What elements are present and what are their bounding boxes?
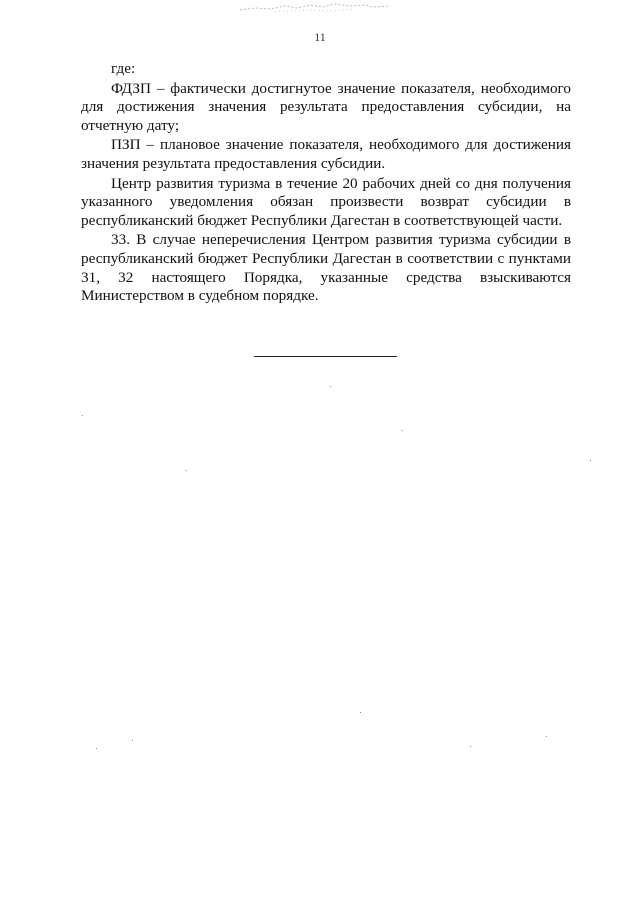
separator-line bbox=[254, 356, 397, 357]
scan-speck bbox=[360, 712, 361, 713]
paragraph-where: где: bbox=[111, 60, 136, 77]
paragraph-clause-33: 33. В случае неперечисления Центром развития туризма субсидии в республиканский бюджет Республики Дагестан в соответствии с пунктами 31, 32 настоящего Порядка, указанные средства взыскиваются Министерством в судебном порядке. bbox=[81, 231, 571, 305]
scan-artifact bbox=[235, 0, 395, 14]
scan-speck bbox=[590, 460, 591, 461]
page-number: 11 bbox=[314, 30, 326, 44]
scan-speck bbox=[470, 746, 471, 747]
paragraph-refund-obligation: Центр развития туризма в течение 20 рабочих дней со дня получения указанного уведомления обязан произвести возврат субсидии в республиканский бюджет Республики Дагестан в соответствующей части. bbox=[81, 174, 571, 229]
scan-speck bbox=[546, 736, 547, 737]
scan-speck bbox=[186, 470, 187, 471]
scan-speck bbox=[82, 415, 83, 416]
scan-speck bbox=[132, 740, 133, 741]
scan-speck bbox=[96, 748, 97, 749]
paragraph-pzp-definition: ПЗП – плановое значение показателя, необходимого для достижения значения результата предоставления субсидии. bbox=[81, 136, 571, 172]
scan-speck bbox=[330, 386, 331, 387]
body-text bbox=[81, 60, 571, 307]
paragraph-fdzp-definition: ФДЗП – фактически достигнутое значение показателя, необходимого для достижения значения результата предоставления субсидии, на отчетную дату; bbox=[81, 79, 571, 134]
scan-speck bbox=[402, 430, 403, 431]
